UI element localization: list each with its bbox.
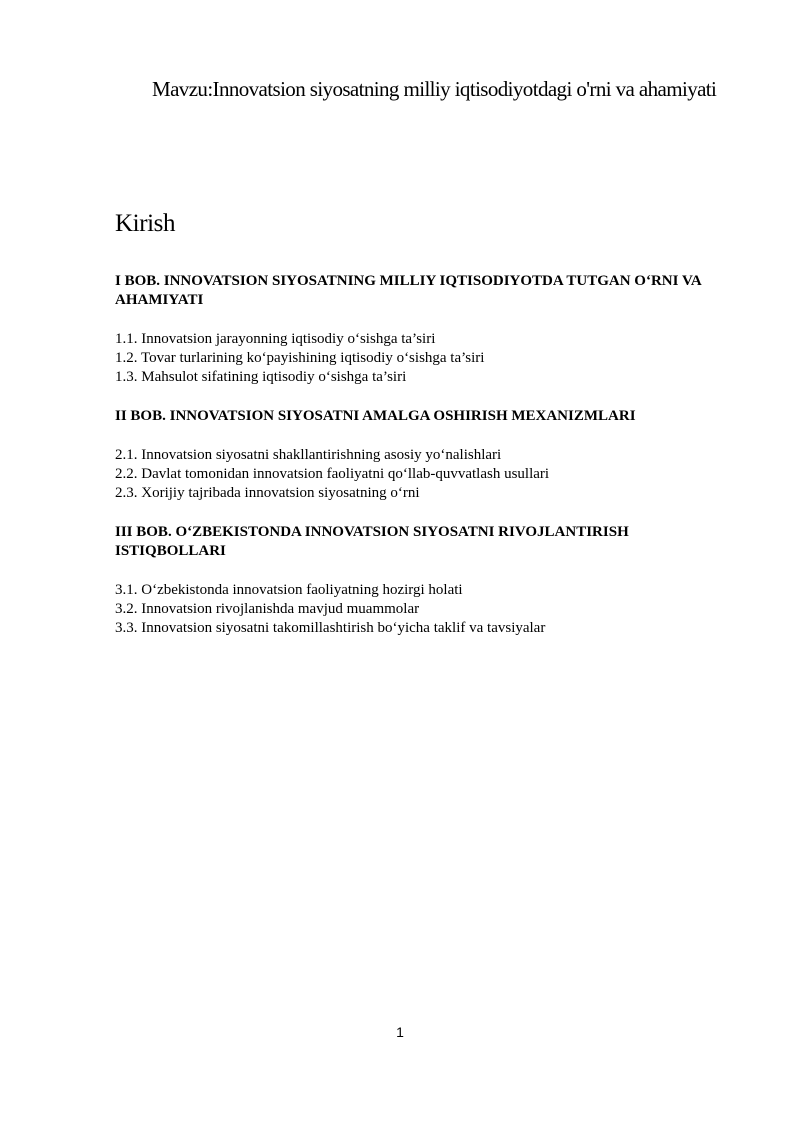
- section-item: 2.1. Innovatsion siyosatni shakllantirishning asosiy yo‘nalishlari: [115, 447, 502, 463]
- page-number: 1: [396, 1024, 404, 1040]
- document-topic: Mavzu:Innovatsion siyosatning milliy iqtisodiyotdagi o'rni va ahamiyati: [152, 77, 717, 101]
- chapter-title: I BOB. INNOVATSION SIYOSATNING MILLIY IQTISODIYOTDA TUTGAN O‘RNI VA AHAMIYATI: [115, 273, 701, 308]
- chapter-title: II BOB. INNOVATSION SIYOSATNI AMALGA OSHIRISH MEXANIZMLARI: [115, 408, 636, 424]
- chapter-title: III BOB. O‘ZBEKISTONDA INNOVATSION SIYOSATNI RIVOJLANTIRISH ISTIQBOLLARI: [115, 524, 629, 559]
- section-item: 2.3. Xorijiy tajribada innovatsion siyosatning o‘rni: [115, 485, 420, 501]
- chapter-2: [115, 407, 735, 503]
- section-item: 1.2. Tovar turlarining ko‘payishining iqtisodiy o‘sishga ta’siri: [115, 350, 485, 366]
- table-of-contents: [115, 272, 735, 638]
- section-item: 3.2. Innovatsion rivojlanishda mavjud muammolar: [115, 601, 420, 617]
- chapter-3: [115, 523, 735, 638]
- section-item: 3.1. O‘zbekistonda innovatsion faoliyatning hozirgi holati: [115, 582, 463, 598]
- section-item: 1.1. Innovatsion jarayonning iqtisodiy o‘sishga ta’siri: [115, 331, 436, 347]
- section-item: 2.2. Davlat tomonidan innovatsion faoliyatni qo‘llab-quvvatlash usullari: [115, 466, 550, 482]
- section-item: 3.3. Innovatsion siyosatni takomillashtirish bo‘yicha taklif va tavsiyalar: [115, 620, 546, 636]
- section-item: 1.3. Mahsulot sifatining iqtisodiy o‘sishga ta’siri: [115, 369, 407, 385]
- introduction-heading: Kirish: [115, 210, 176, 237]
- chapter-1: [115, 272, 735, 387]
